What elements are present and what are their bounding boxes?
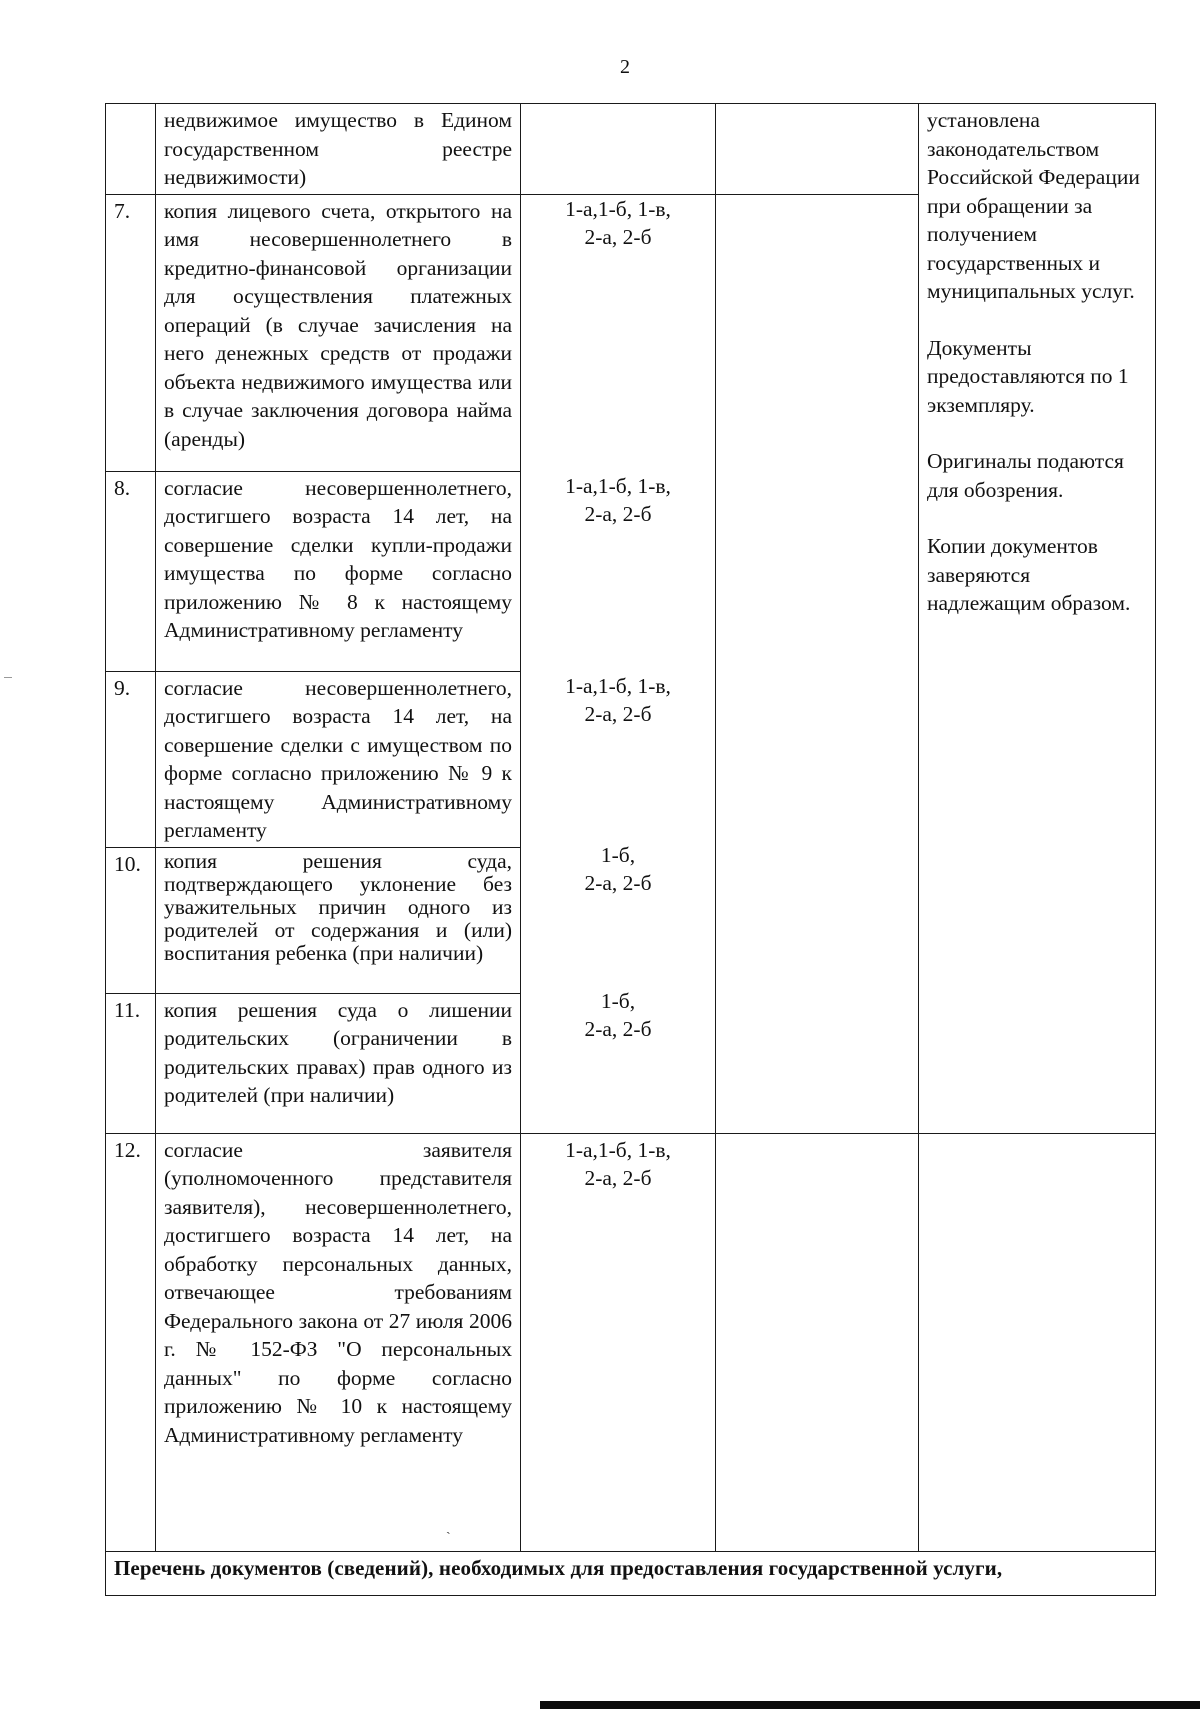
codes-line: 2-а, 2-б [584, 702, 652, 726]
row-codes-column [521, 194, 716, 1133]
codes-line: 1-а,1-б, 1-в, [565, 673, 671, 698]
note-paragraph: Копии документов заверяются надлежащим образом. [927, 534, 1131, 615]
row-number: 9. [106, 671, 156, 847]
row-description: копия лицевого счета, открытого на имя несовершеннолетнего в кредитно-финансовой организации для осуществления платежных операций (в случае зачисления на него денежных средств от продажи объекта недвижимого имущества или в случае заключения договора найма (аренды) [156, 194, 521, 471]
codes-line: 1-а,1-б, 1-в, [565, 473, 671, 498]
margin-mark [4, 677, 12, 678]
codes-line: 1-а,1-б, 1-в, [565, 196, 671, 221]
table-row [106, 1551, 1156, 1595]
row-number [106, 104, 156, 195]
empty-cell [716, 1133, 919, 1551]
empty-cell [716, 104, 919, 195]
codes-line: 2-а, 2-б [584, 502, 652, 526]
codes-line: 1-а,1-б, 1-в, [565, 1137, 671, 1162]
codes-line: 1-б, [600, 988, 636, 1013]
section-heading: Перечень документов (сведений), необходимых для предоставления государственной услуги, [106, 1551, 1156, 1595]
row-description: согласие заявителя (уполномоченного представителя заявителя), несовершеннолетнего, достигшего возраста 14 лет, на обработку персональных данных, отвечающее требованиям Федерального закона от 27 июля 2006 г. № 152-ФЗ "О персональных данных" по форме согласно приложению № 10 к настоящему Административному регламенту [156, 1133, 521, 1551]
row-description: недвижимое имущество в Едином государственном реестре недвижимости) [156, 104, 521, 195]
scan-edge-bar [540, 1701, 1200, 1709]
row-description: копия решения суда о лишении родительских (ограничении в родительских правах) прав одного из родителей (при наличии) [156, 993, 521, 1133]
row-description: согласие несовершеннолетнего, достигшего возраста 14 лет, на совершение сделки с имуществом по форме согласно приложению № 9 к настоящему Административному регламенту [156, 671, 521, 847]
table-row [106, 104, 1156, 195]
codes-line: 1-б, [600, 842, 636, 867]
table-row [106, 1133, 1156, 1551]
empty-cell [716, 194, 919, 1133]
row-number: 10. [106, 847, 156, 993]
codes-line: 2-а, 2-б [584, 225, 652, 249]
row-number: 7. [106, 194, 156, 471]
requirements-note [919, 104, 1156, 1134]
row-description: копия решения суда, подтверждающего уклонение без уважительных причин одного из родителей от содержания и (или) воспитания ребенка (при наличии) [156, 847, 521, 993]
row-number: 8. [106, 471, 156, 671]
stray-mark: ˏ [446, 1520, 451, 1535]
row-codes [521, 1133, 716, 1551]
documents-table [105, 103, 1156, 1596]
row-description: согласие несовершеннолетнего, достигшего возраста 14 лет, на совершение сделки купли-продажи имущества по форме согласно приложению № 8 к настоящему Административному регламенту [156, 471, 521, 671]
note-paragraph: Документы предоставляются по 1 экземпляру. [927, 335, 1129, 417]
empty-cell [919, 1133, 1156, 1551]
codes-line: 2-а, 2-б [584, 871, 652, 895]
page-number: 2 [620, 56, 630, 78]
row-codes [521, 104, 716, 195]
note-paragraph: Оригиналы подаются для обозрения. [927, 449, 1124, 502]
row-number: 11. [106, 993, 156, 1133]
note-paragraph: установлена законодательством Российской Федерации при обращении за получением государственных и муниципальных услуг. [927, 108, 1140, 303]
codes-line: 2-а, 2-б [584, 1166, 652, 1190]
row-number: 12. [106, 1133, 156, 1551]
codes-line: 2-а, 2-б [584, 1017, 652, 1041]
